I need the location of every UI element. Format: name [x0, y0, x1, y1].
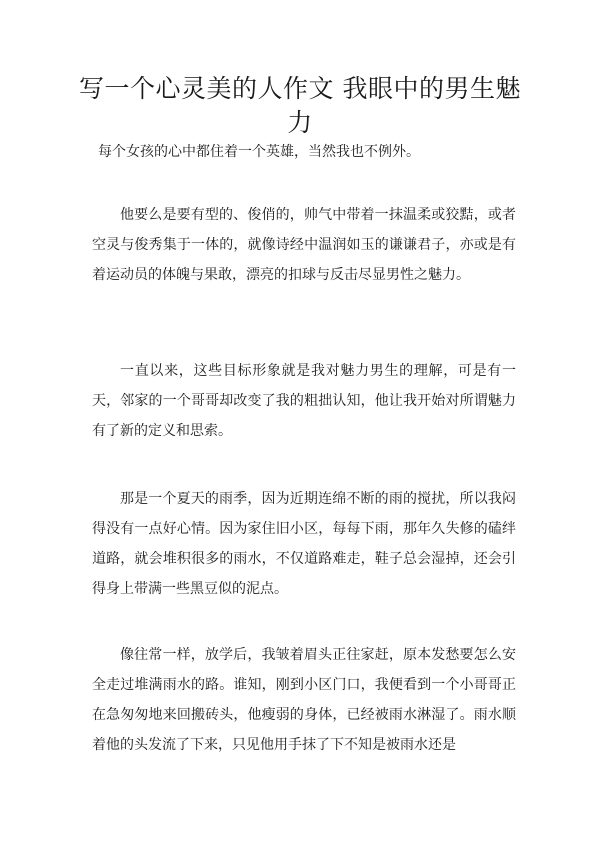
paragraph-1: 他要么是要有型的、俊俏的，帅气中带着一抹温柔或狡黠，或者空灵与俊秀集于一体的，就像诗经中温润如玉的谦谦君子，亦或是有着运动员的体魄与果敢，漂亮的扣球与反击尽显男性之魅力。 [92, 207, 516, 283]
paragraph-3: 那是一个夏天的雨季，因为近期连绵不断的雨的搅扰，所以我闷得没有一点好心情。因为家住旧小区，每每下雨，那年久失修的磕绊道路，就会堆积很多的雨水，不仅道路难走，鞋子总会湿掉，还会引得身上带满一些黑豆似的泥点。 [92, 491, 516, 597]
intro-line: 每个女孩的心中都住着一个英雄，当然我也不例外。 [98, 144, 420, 160]
essay-title: 写一个心灵美的人作文 我眼中的男生魅力 [79, 74, 521, 137]
paragraph-2: 一直以来，这些目标形象就是我对魅力男生的理解，可是有一天，邻家的一个哥哥却改变了我的粗拙认知，他让我开始对所谓魅力有了新的定义和思索。 [92, 363, 516, 439]
paragraph-4: 像往常一样，放学后，我皱着眉头正往家赶，原本发愁要怎么安全走过堆满雨水的路。谁知，刚到小区门口，我便看到一个小哥哥正在急匆匆地来回搬砖头，他瘦弱的身体，已经被雨水淋湿了。雨水顺着他的头发流了下来，只见他用手抹了下不知是被雨水还是 [92, 647, 516, 753]
